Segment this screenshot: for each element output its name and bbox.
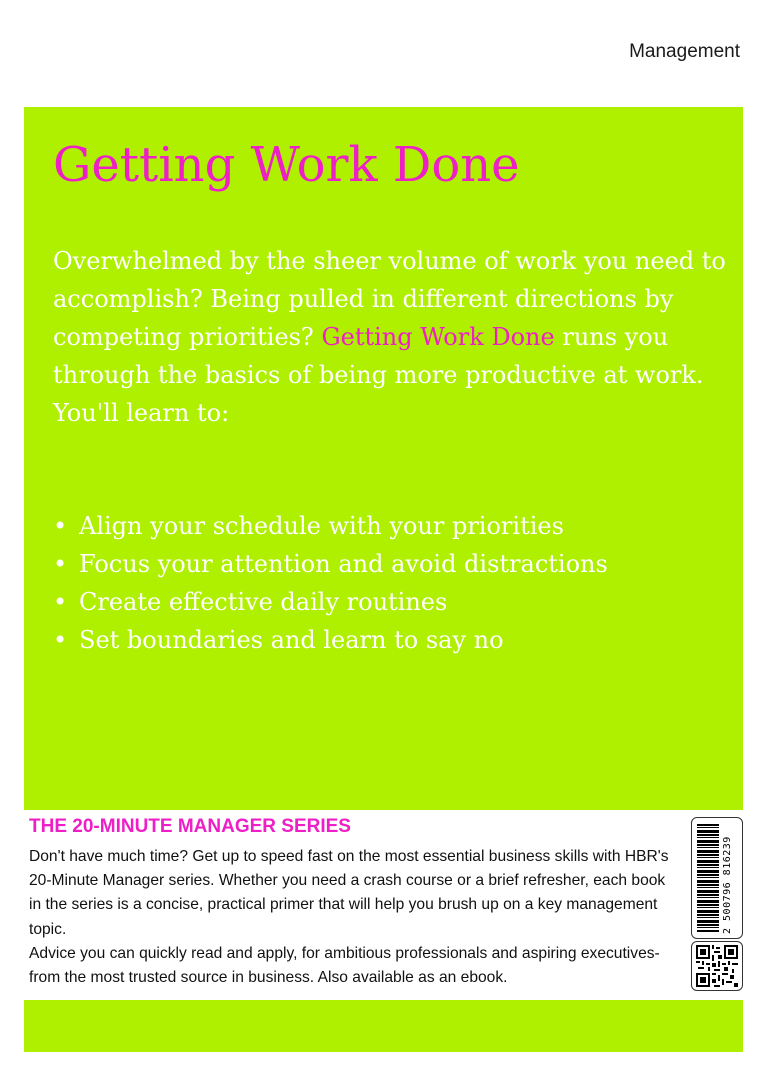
intro-text-end: runs you through the basics of being more productive at work. You'll learn to:: [53, 323, 704, 427]
series-paragraph: Advice you can quickly read and apply, for ambitious professionals and aspiring executives-from the most trusted source in business. Also available as an ebook.: [29, 944, 660, 987]
intro-text-start: Overwhelmed by the sheer volume of work you need to accomplish? Being pulled in different directions by competing priorities?: [53, 247, 726, 351]
list-item: [53, 621, 608, 659]
learning-points-list: [53, 507, 608, 659]
bullet-icon: •: [53, 512, 68, 540]
list-item-text: Set boundaries and learn to say no: [79, 626, 504, 654]
book-title: Getting Work Done: [53, 137, 520, 193]
list-item: [53, 507, 608, 545]
bullet-icon: •: [53, 588, 68, 616]
list-item: [53, 545, 608, 583]
intro-paragraph: [53, 242, 743, 432]
barcode-number: 2 500796 816239: [722, 836, 733, 934]
description-panel: [24, 107, 743, 810]
series-description: [29, 845, 669, 990]
series-title: THE 20-MINUTE MANAGER SERIES: [29, 816, 351, 837]
list-item-text: Align your schedule with your priorities: [79, 512, 564, 540]
list-item-text: Focus your attention and avoid distractions: [79, 550, 608, 578]
bullet-icon: •: [53, 626, 68, 654]
list-item: [53, 583, 608, 621]
barcode-bars: [697, 824, 719, 932]
category-label: Management: [629, 41, 740, 62]
qr-code-icon: [691, 941, 743, 991]
barcode-icon: [691, 817, 743, 939]
bullet-icon: •: [53, 550, 68, 578]
intro-title-highlight: Getting Work Done: [321, 323, 555, 351]
list-item-text: Create effective daily routines: [79, 588, 448, 616]
series-paragraph: Don't have much time? Get up to speed fast on the most essential business skills with HBR's 20-Minute Manager series. Whether you need a crash course or a brief refresher, each book in the series is a concise, practical primer that will help you brush up on a key management topic.: [29, 848, 669, 938]
footer-panel: [24, 1000, 743, 1052]
